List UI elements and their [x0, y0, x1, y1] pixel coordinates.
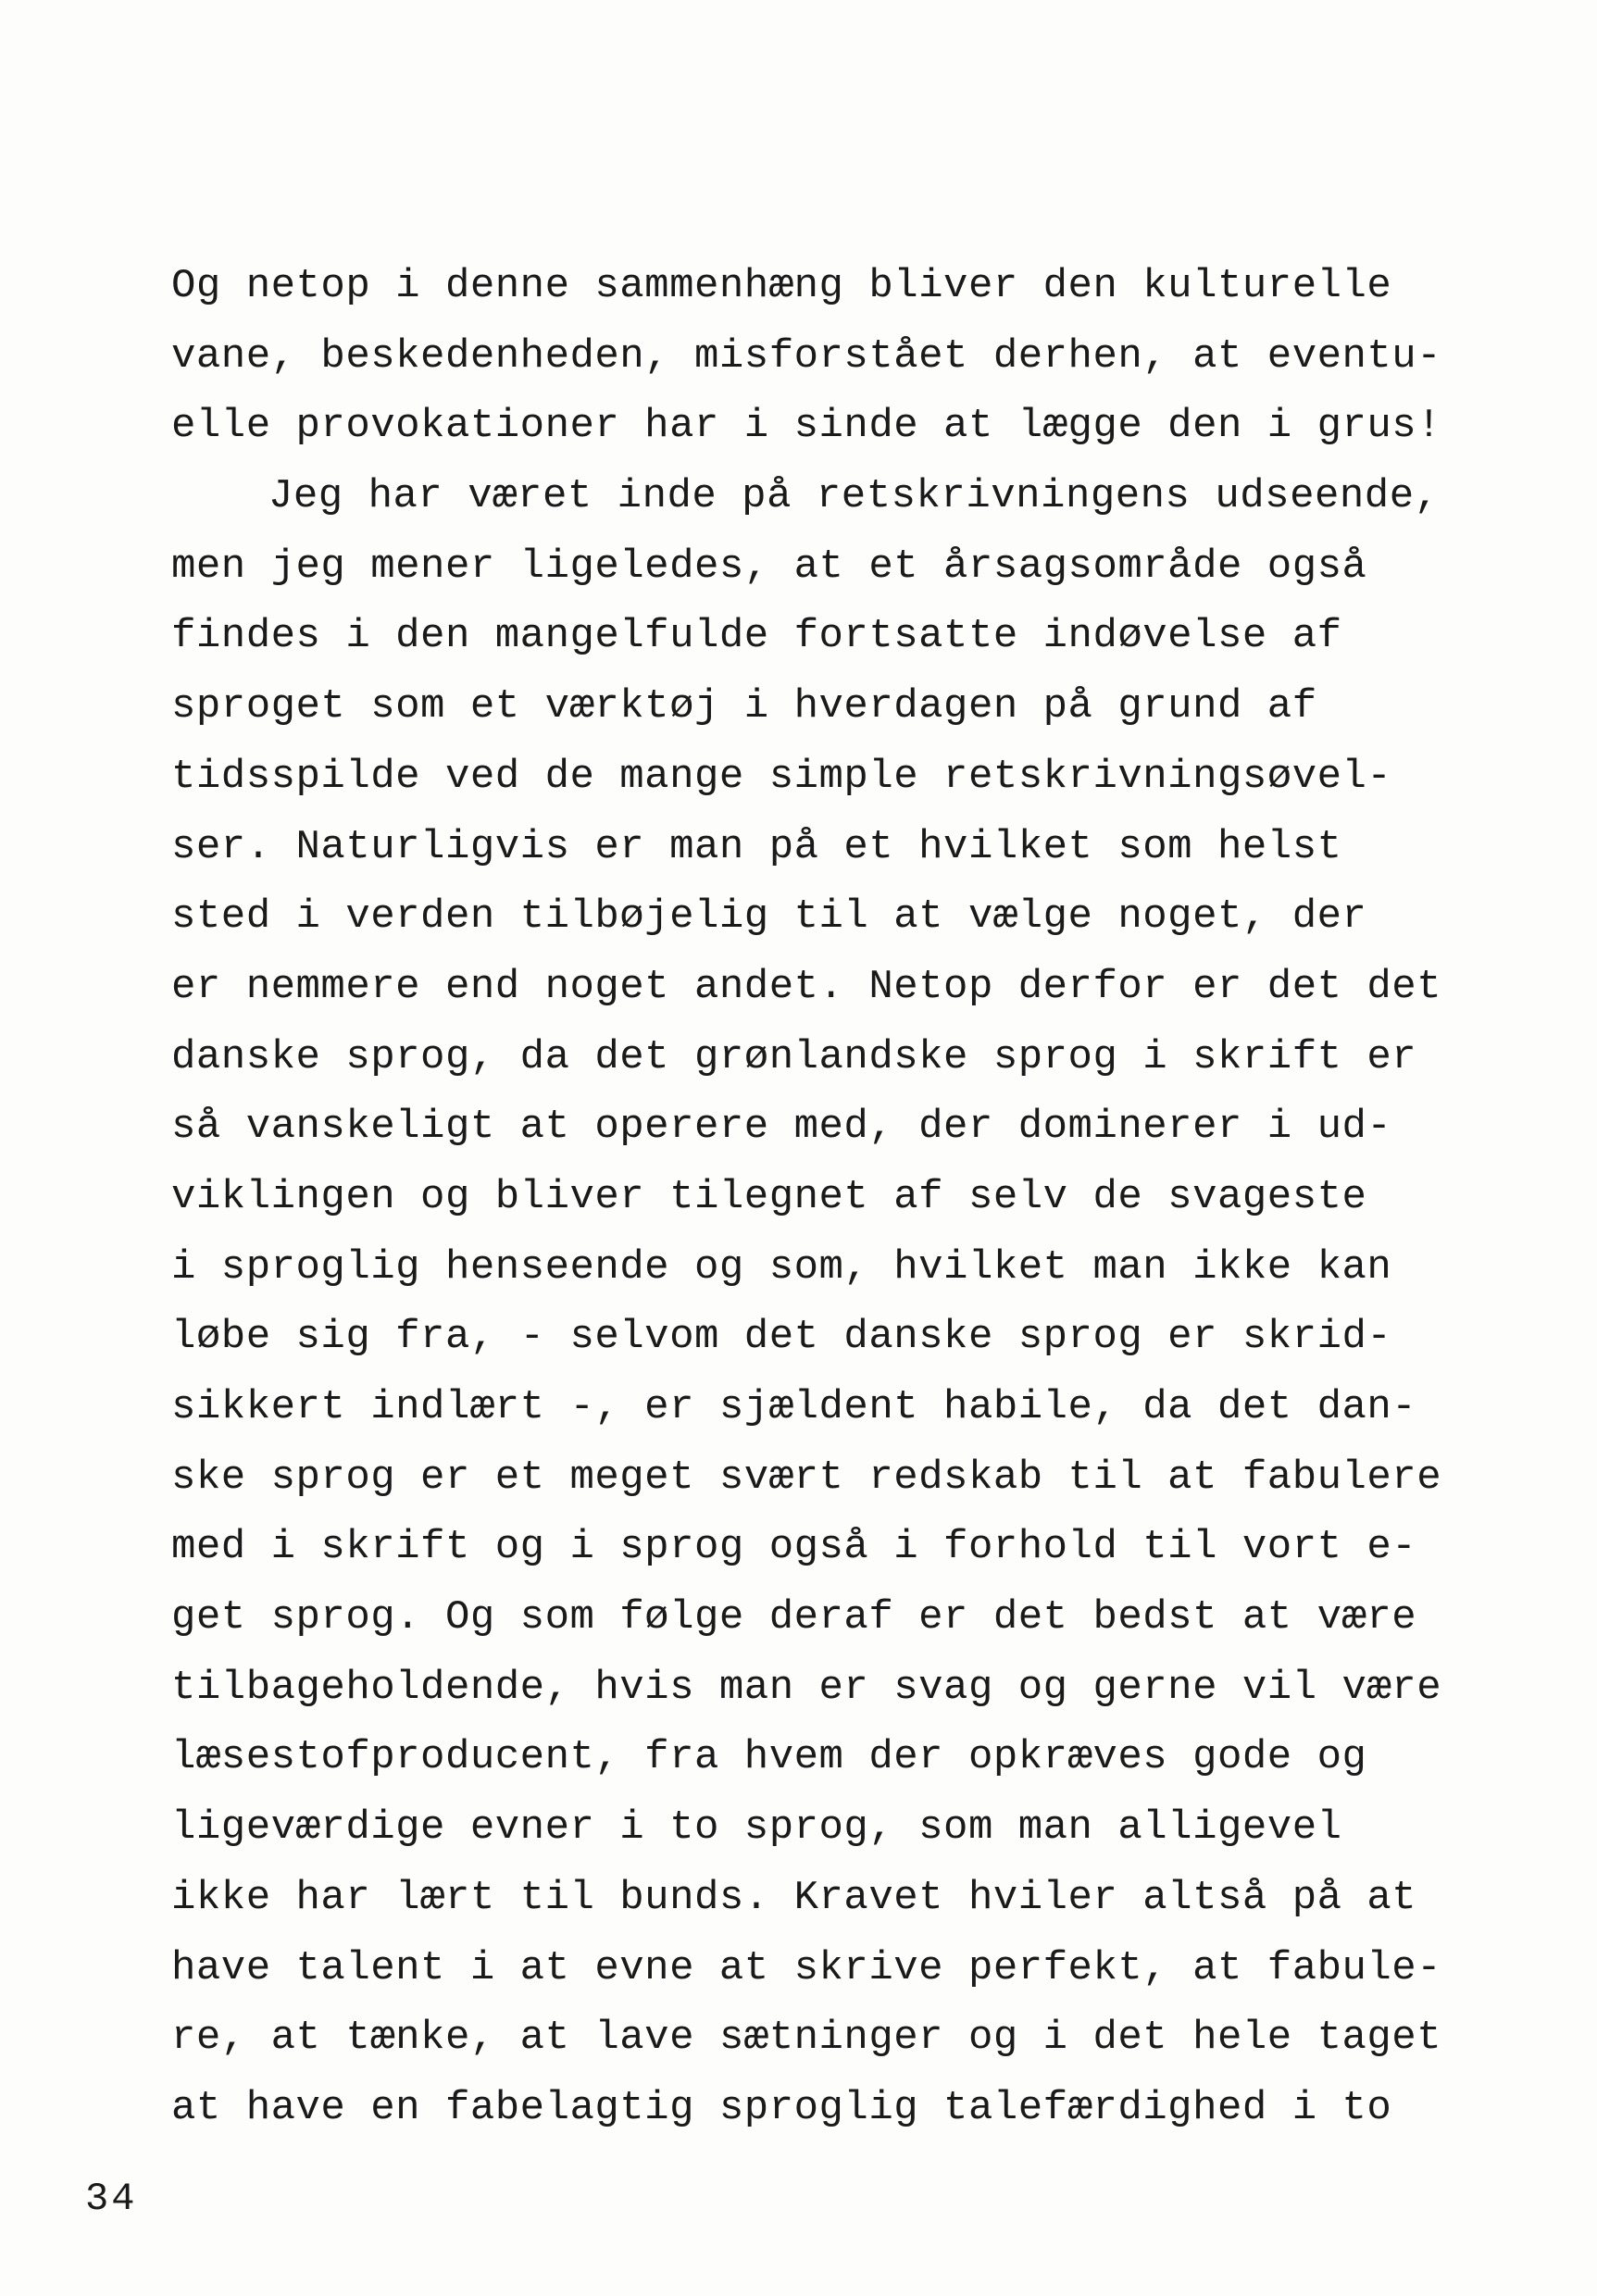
text-line: viklingen og bliver tilegnet af selv de svageste: [171, 1173, 1367, 1220]
text-line: findes i den mangelfulde fortsatte indøvelse af: [171, 613, 1342, 660]
text-line: tidsspilde ved de mange simple retskrivningsøvel-: [171, 753, 1392, 800]
text-line: er nemmere end noget andet. Netop derfor er det det: [171, 963, 1442, 1010]
text-line: så vanskeligt at operere med, der dominerer i ud-: [171, 1104, 1392, 1151]
text-line: vane, beskedenheden, misforstået derhen, at eventu-: [171, 332, 1442, 380]
text-line: ske sprog er et meget svært redskab til at fabulere: [171, 1454, 1442, 1501]
page-number: 34: [85, 2177, 138, 2221]
text-line: ser. Naturligvis er man på et hvilket som helst: [171, 823, 1342, 870]
body-text: [171, 252, 1442, 2144]
text-line: re, at tænke, at lave sætninger og i det hele taget: [171, 2015, 1442, 2062]
text-line: ligeværdige evner i to sprog, som man alligevel: [171, 1804, 1342, 1852]
text-line: get sprog. Og som følge deraf er det bedst at være: [171, 1594, 1417, 1641]
text-line: have talent i at evne at skrive perfekt, at fabule-: [171, 1944, 1442, 1991]
text-line: med i skrift og i sprog også i forhold til vort e-: [171, 1524, 1417, 1571]
text-line: løbe sig fra, - selvom det danske sprog er skrid-: [171, 1314, 1392, 1361]
text-line-paragraph-start: Jeg har været inde på retskrivningens udseende,: [268, 473, 1440, 520]
text-line: sproget som et værktøj i hverdagen på grund af: [171, 683, 1317, 730]
text-line: læsestofproducent, fra hvem der opkræves gode og: [171, 1734, 1367, 1781]
text-line: Og netop i denne sammenhæng bliver den kulturelle: [171, 263, 1392, 309]
text-line: tilbageholdende, hvis man er svag og gerne vil være: [171, 1664, 1442, 1711]
text-line: i sproglig henseende og som, hvilket man ikke kan: [171, 1243, 1392, 1291]
text-line: at have en fabelagtig sproglig talefærdighed i to: [171, 2084, 1392, 2131]
text-line: elle provokationer har i sinde at lægge den i grus!: [171, 403, 1442, 450]
text-line: sikkert indlært -, er sjældent habile, da det dan-: [171, 1384, 1417, 1430]
text-line: danske sprog, da det grønlandske sprog i skrift er: [171, 1033, 1417, 1080]
text-line: ikke har lært til bunds. Kravet hviler altså på at: [171, 1874, 1417, 1921]
text-line: sted i verden tilbøjelig til at vælge noget, der: [171, 893, 1367, 941]
text-line: men jeg mener ligeledes, at et årsagsområde også: [171, 543, 1367, 590]
